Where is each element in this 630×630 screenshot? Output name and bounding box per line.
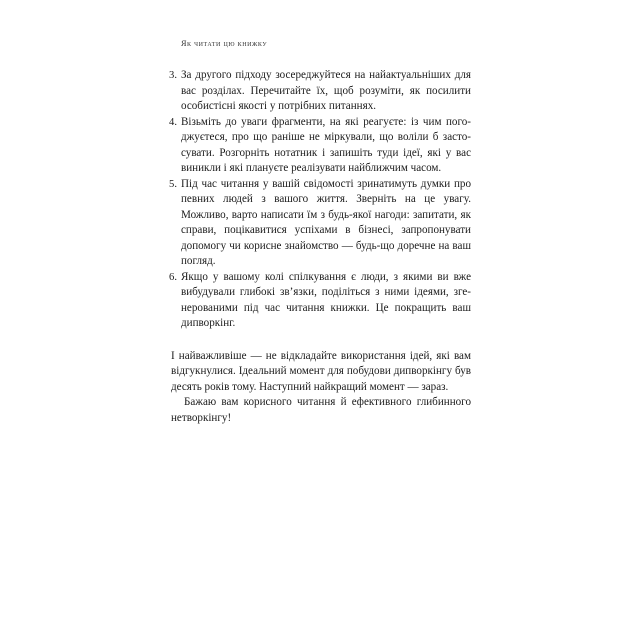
closing-paragraph-2: Бажаю вам корисного читання й ефективного глибинного нетворкінгу!	[171, 396, 471, 424]
list-item-text: Під час читання у вашій свідомості зринатимуть думки про певних людей з вашого життя. Зверніть на це увагу. Можливо, варто написати їм з будь-якої нагоди: запитати, як справи, поцікавитися успіхами в бізнесі, запропонувати допомогу чи корисне знайомство — будь-що доречне на ваш погляд.	[181, 177, 471, 267]
list-item-marker: 6.	[169, 271, 177, 283]
numbered-list	[167, 68, 471, 332]
list-item-text: Візьміть до уваги фрагменти, на які реагуєте: із чим погоджуєтеся, про що раніше не міркували, що воліли б застосувати. Розгорніть нотатник і запишіть туди ідеї, які у вас виникли і які плануєте реалізувати найближчим часом.	[181, 115, 471, 174]
list-item	[167, 115, 471, 177]
list-item-marker: 3.	[169, 70, 177, 81]
list-item	[167, 68, 471, 115]
closing-block	[171, 349, 471, 427]
list-item-text: За другого підходу зосереджуйтеся на найактуальніших для вас розділах. Перечитайте їх, щоб розуміти, як посилити особистісні якості у потрібних питаннях.	[181, 69, 471, 112]
list-item-text: Якщо у вашому колі спілкування є люди, з якими ви вже вибудували глибокі зв’язки, поділіться з ними ідеями, згенерованими під час читання книжки. Це покращить ваш дипворкінг.	[181, 270, 471, 329]
running-head: Як читати цю книжку	[181, 39, 268, 48]
list-item-marker: 4.	[169, 116, 177, 128]
page-content	[167, 38, 471, 426]
list-item	[167, 270, 471, 332]
list-item	[167, 177, 471, 270]
list-item-marker: 5.	[169, 178, 177, 190]
closing-paragraph-1: І найважливіше — не відкладайте використання ідей, які вам відгукнулися. Ідеальний момент для побудови дипворкінгу був десять років тому. Наступний найкращий момент — зараз.	[171, 349, 471, 393]
